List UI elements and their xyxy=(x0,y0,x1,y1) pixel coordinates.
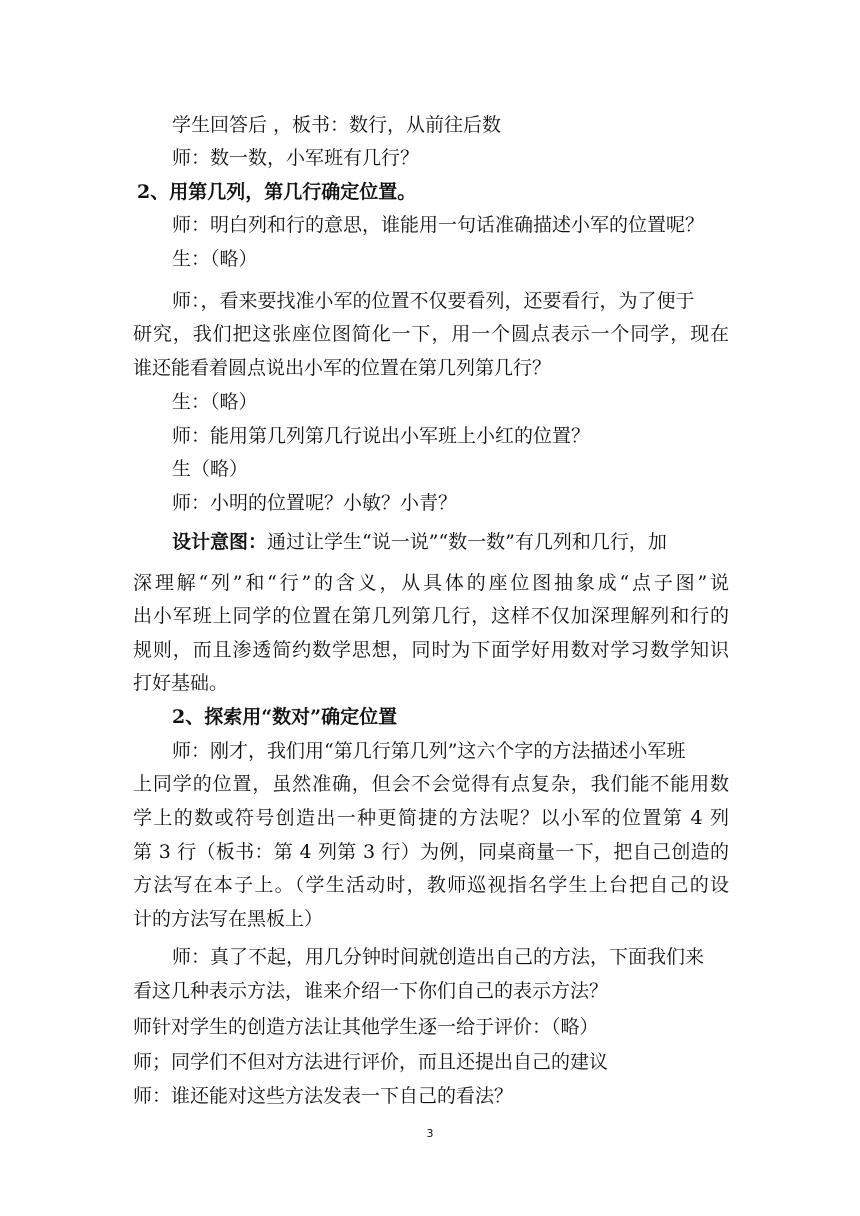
paragraph-line: 师：小明的位置呢？小敏？小青？ xyxy=(172,492,458,514)
paragraph-line: 上同学的位置，虽然准确，但会不会觉得有点复杂，我们能不能用数 xyxy=(133,773,729,795)
paragraph-line: 生：（略） xyxy=(172,248,258,270)
paragraph-line: 生（略） xyxy=(172,458,249,480)
paragraph-line: 看这几种表示方法，谁来介绍一下你们自己的表示方法？ xyxy=(133,980,609,1002)
paragraph-line: 师：真了不起，用几分钟时间就创造出自己的方法，下面我们来 xyxy=(172,946,705,968)
paragraph-line: 师：明白列和行的意思，谁能用一句话准确描述小军的位置呢？ xyxy=(172,214,705,236)
section-heading: 2、用第几列，第几行确定位置。 xyxy=(137,181,417,203)
paragraph-line: 规则，而且渗透简约数学思想，同时为下面学好用数对学习数学知识 xyxy=(133,639,729,661)
section-heading: 2、探索用“数对”确定位置 xyxy=(172,706,398,728)
paragraph-line: 深理解“列”和“行”的含义，从具体的座位图抽象成“点子图”说 xyxy=(133,572,729,594)
paragraph-line: 研究，我们把这张座位图简化一下，用一个圆点表示一个同学，现在 xyxy=(133,323,729,345)
paragraph-line: 师针对学生的创造方法让其他学生逐一给于评价：（略） xyxy=(133,1016,599,1038)
paragraph-line: 师：能用第几列第几行说出小军班上小红的位置？ xyxy=(172,425,591,447)
paragraph-line: 师：谁还能对这些方法发表一下自己的看法？ xyxy=(133,1085,514,1107)
paragraph-line: 第 3 行（板书：第 4 列第 3 行）为例，同桌商量一下，把自己创造的 xyxy=(133,841,729,863)
page-number: 3 xyxy=(426,1127,434,1140)
paragraph-line: 方法写在本子上。（学生活动时，教师巡视指名学生上台把自己的设 xyxy=(133,874,729,896)
design-intent-label: 设计意图： xyxy=(172,531,268,553)
paragraph-line: 生：（略） xyxy=(172,391,258,413)
design-intent-text: 通过让学生“说一说”“数一数”有几列和几行，加 xyxy=(267,531,667,553)
paragraph-line: 师；同学们不但对方法进行评价，而且还提出自己的建议 xyxy=(133,1051,609,1073)
paragraph-line: 师：刚才，我们用“第几行第几列”这六个字的方法描述小军班 xyxy=(172,740,686,762)
paragraph-line: 计的方法写在黑板上） xyxy=(133,908,324,930)
design-intent-line xyxy=(172,529,667,555)
paragraph-line: 师：，看来要找准小军的位置不仅要看列，还要看行，为了便于 xyxy=(172,290,695,312)
paragraph-line: 学生回答后 ，板书：数行，从前往后数 xyxy=(172,114,502,136)
paragraph-line: 学上的数或符号创造出一种更简捷的方法呢？以小军的位置第 4 列 xyxy=(133,807,729,829)
paragraph-line: 打好基础。 xyxy=(133,672,229,694)
paragraph-line: 师：数一数，小军班有几行？ xyxy=(172,147,420,169)
paragraph-line: 出小军班上同学的位置在第几列第几行，这样不仅加深理解列和行的 xyxy=(133,605,729,627)
paragraph-line: 谁还能看着圆点说出小军的位置在第几列第几行？ xyxy=(133,357,552,379)
